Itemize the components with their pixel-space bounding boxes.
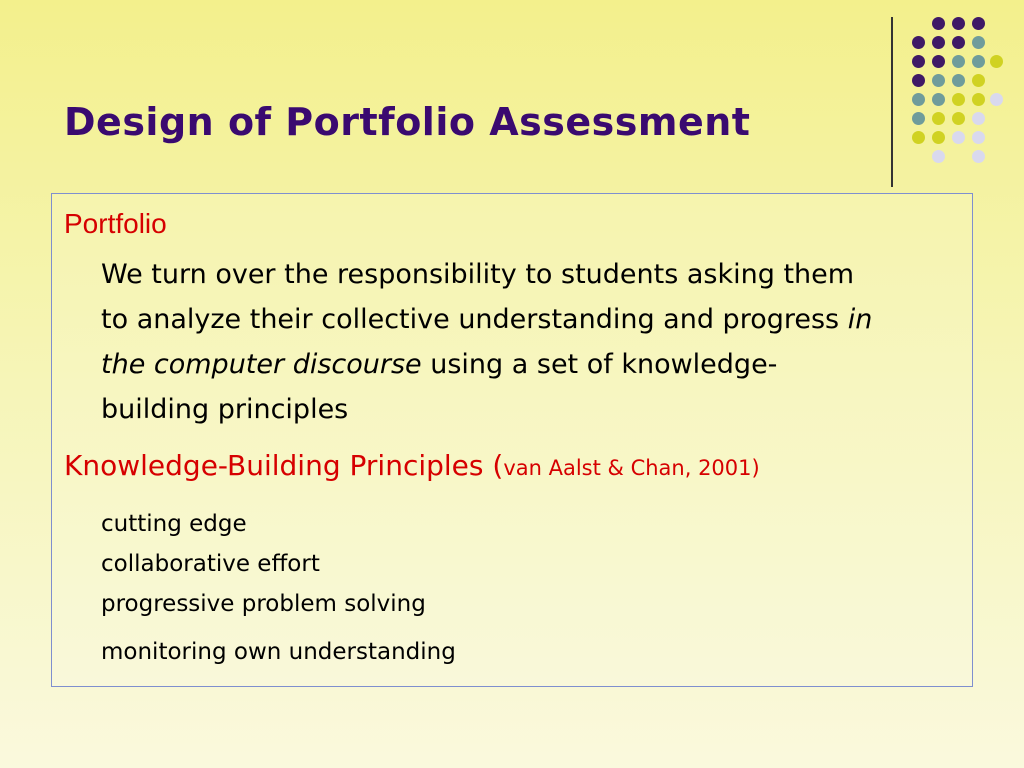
slide-body: [64, 200, 964, 672]
decorative-dot-grid: [0, 0, 1024, 190]
decorative-dot: [952, 74, 965, 87]
decorative-dot: [952, 112, 965, 125]
decorative-dot: [952, 131, 965, 144]
portfolio-paragraph: [101, 252, 881, 432]
decorative-dot: [972, 131, 985, 144]
decorative-dot: [912, 74, 925, 87]
decorative-dot: [932, 93, 945, 106]
paragraph-text-italic: in the computer discourse: [101, 304, 873, 380]
heading-portfolio: Portfolio: [64, 208, 167, 239]
kbp-citation: van Aalst & Chan, 2001): [503, 456, 760, 480]
slide-title: Design of Portfolio Assessment: [64, 100, 751, 144]
decorative-dot: [972, 36, 985, 49]
decorative-dot: [990, 55, 1003, 68]
principle-item: cutting edge: [101, 511, 247, 537]
principle-item: progressive problem solving: [101, 591, 426, 617]
decorative-dot: [972, 74, 985, 87]
decorative-dot: [932, 36, 945, 49]
decorative-dot: [932, 74, 945, 87]
decorative-dot: [932, 150, 945, 163]
decorative-dot: [972, 93, 985, 106]
decorative-dot: [932, 17, 945, 30]
decorative-dot: [952, 36, 965, 49]
decorative-dot: [952, 55, 965, 68]
decorative-dot: [990, 93, 1003, 106]
decorative-dot: [932, 131, 945, 144]
decorative-dot: [932, 55, 945, 68]
decorative-dot: [912, 55, 925, 68]
paragraph-text-end: using a set of knowledge-building principles: [101, 349, 778, 425]
paragraph-text-start: We turn over the responsibility to students asking them to analyze their collective understanding and progress: [101, 259, 855, 335]
decorative-dot: [912, 131, 925, 144]
vertical-divider: [891, 17, 893, 187]
decorative-dot: [932, 112, 945, 125]
decorative-dot: [912, 112, 925, 125]
decorative-dot: [912, 36, 925, 49]
decorative-dot: [972, 17, 985, 30]
decorative-dot: [912, 93, 925, 106]
decorative-dot: [972, 112, 985, 125]
heading-knowledge-building-principles: [64, 446, 964, 488]
kbp-heading-text: Knowledge-Building Principles (: [64, 449, 504, 482]
decorative-dot: [952, 93, 965, 106]
principle-item: collaborative effort: [101, 551, 320, 577]
principle-item: monitoring own understanding: [101, 639, 456, 665]
decorative-dot: [972, 150, 985, 163]
decorative-dot: [972, 55, 985, 68]
decorative-dot: [952, 17, 965, 30]
